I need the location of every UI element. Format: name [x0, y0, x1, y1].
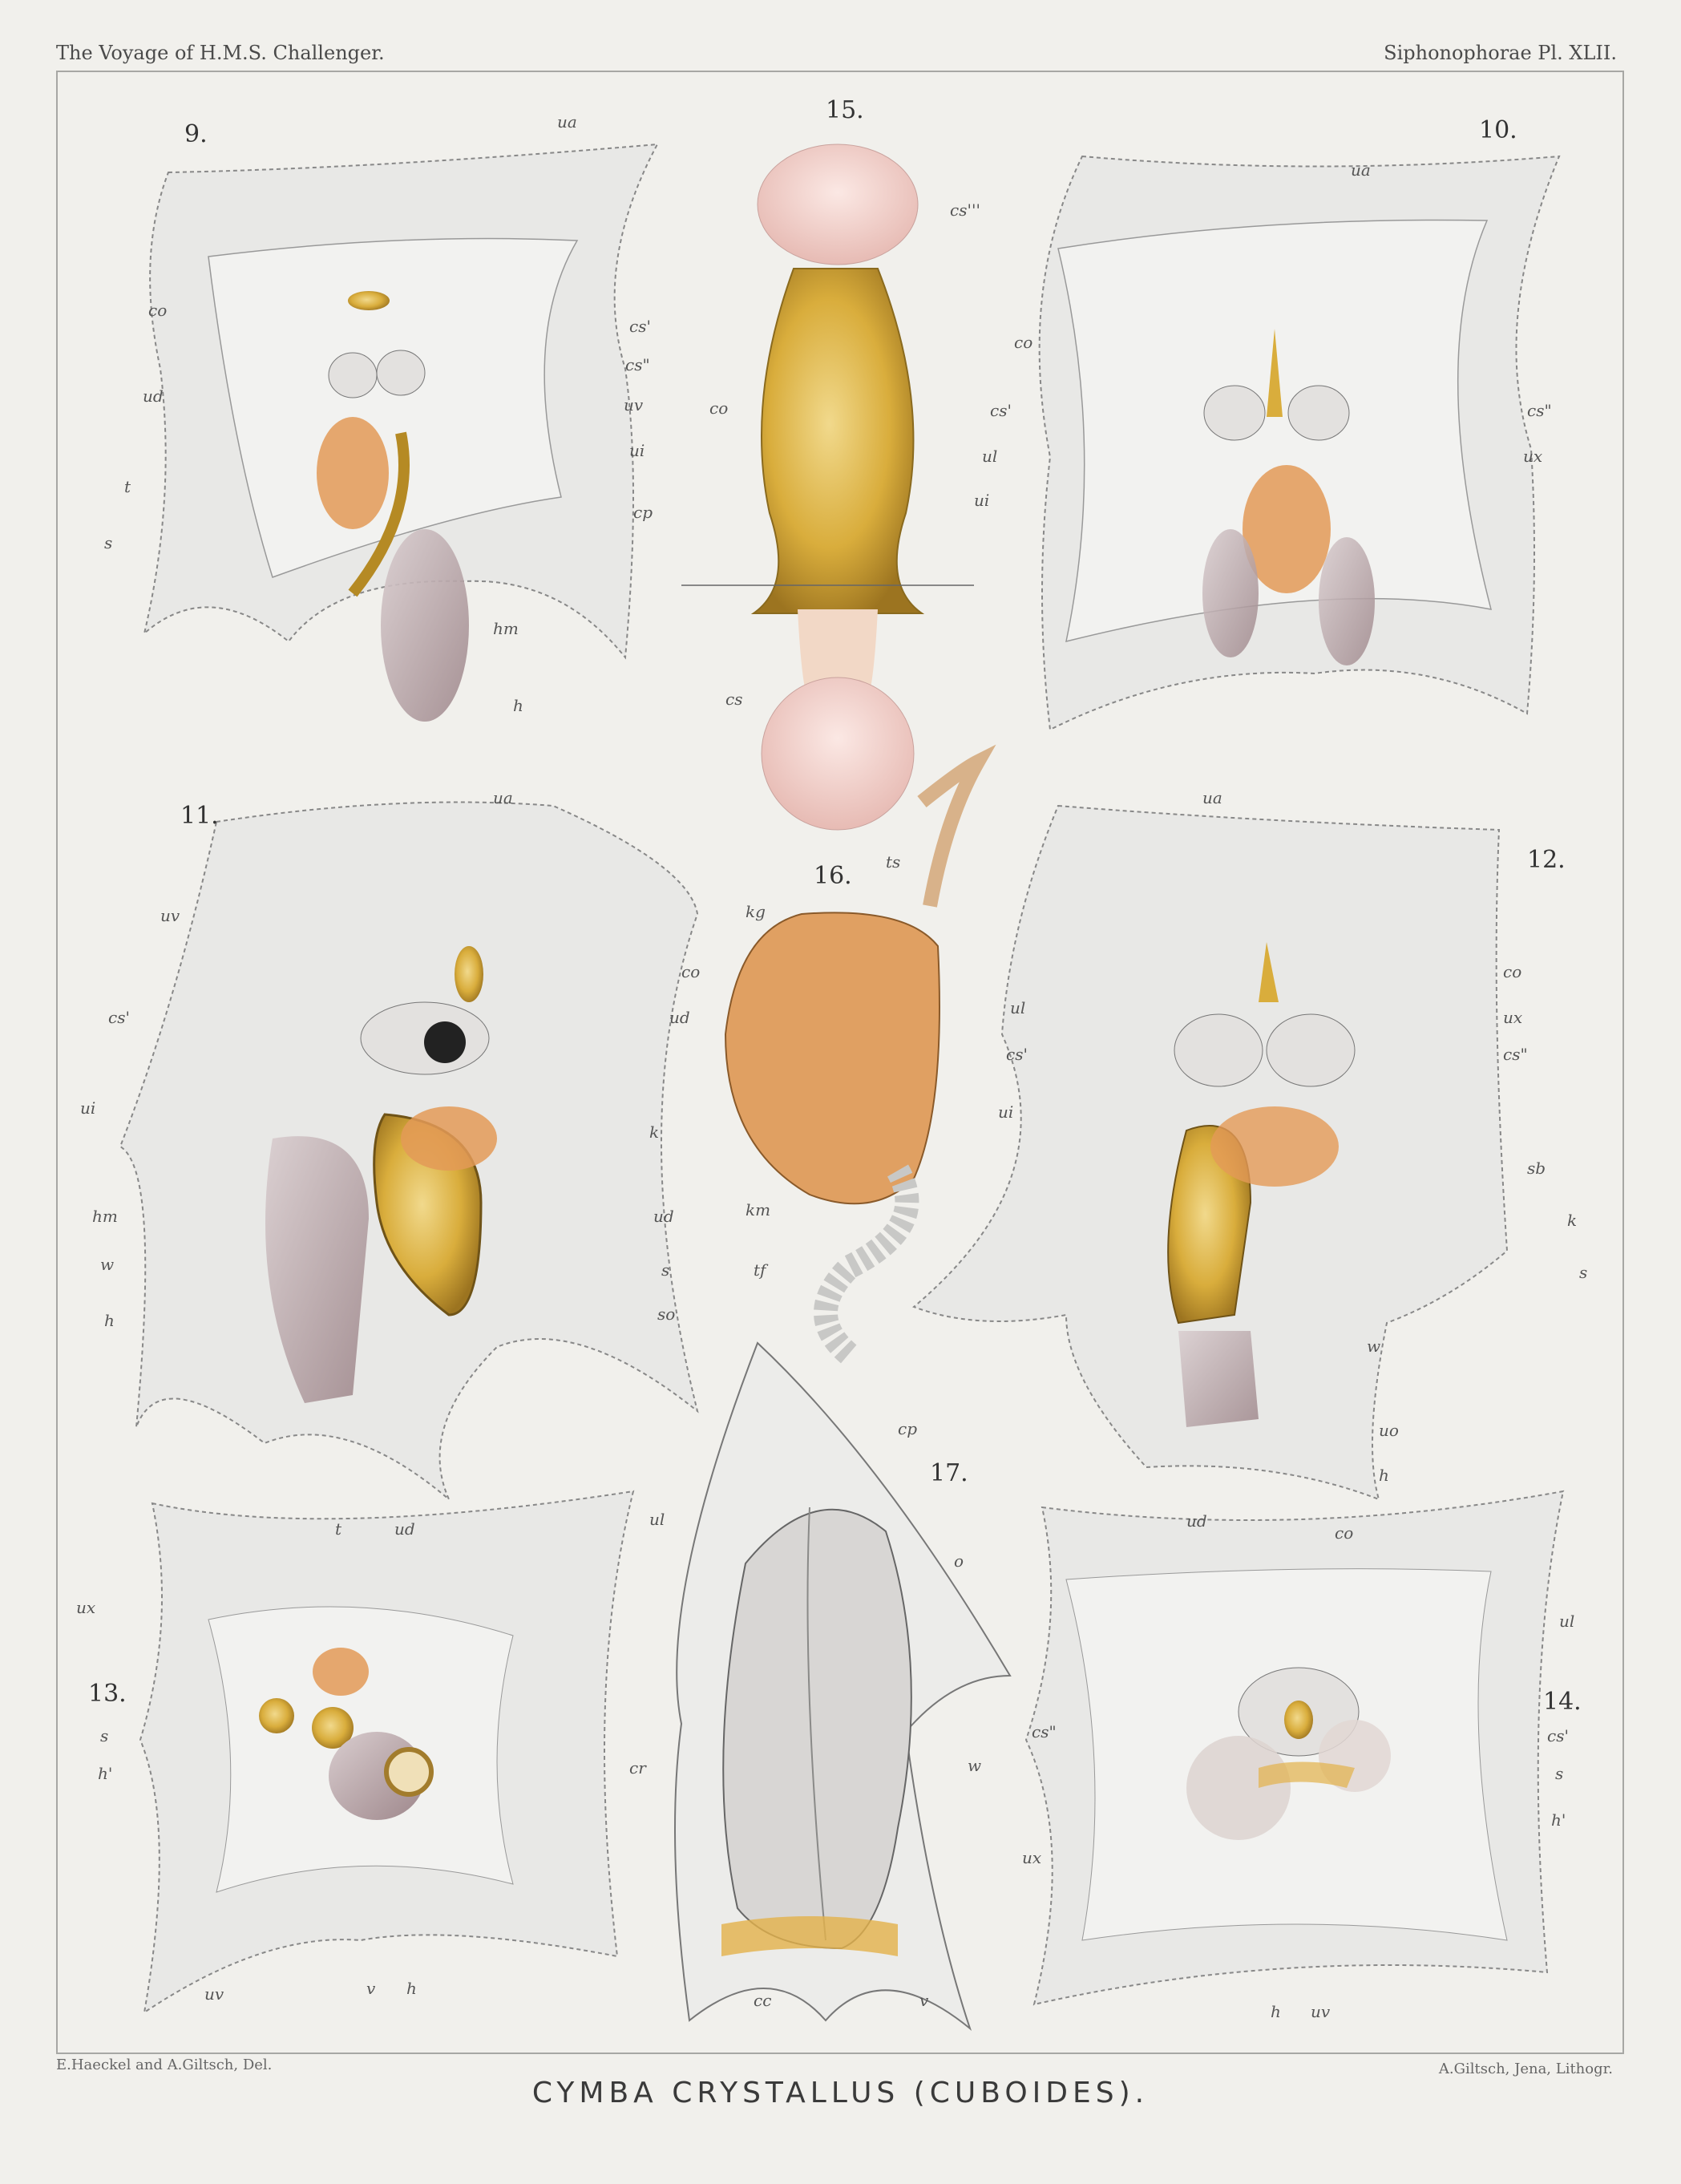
fig14-label-co: co: [1335, 1523, 1354, 1543]
fig11-label-w: w: [100, 1255, 115, 1274]
fig15-label-cs: cs: [725, 690, 743, 709]
fig13-label-ul: ul: [649, 1510, 665, 1529]
fig9-label-ua: ua: [557, 112, 577, 131]
figure-9-number: 9.: [184, 120, 208, 148]
figure-11-number: 11.: [180, 802, 219, 830]
fig17-label-w: w: [968, 1756, 982, 1775]
fig10-label-ui: ui: [974, 491, 990, 510]
figure-14-number: 14.: [1543, 1688, 1582, 1716]
figure-12-bract-left: [1174, 1014, 1263, 1086]
figure-13-drawing: [140, 1491, 633, 2012]
header-left: The Voyage of H.M.S. Challenger.: [56, 42, 385, 64]
fig14-label-ul: ul: [1559, 1612, 1575, 1631]
header-right: Siphonophorae Pl. XLII.: [1384, 42, 1617, 64]
figure-11-oil-globule: [424, 1021, 466, 1063]
fig13-label-s: s: [100, 1726, 109, 1745]
fig9-label-ui: ui: [629, 441, 645, 460]
figure-15-drawing: [681, 144, 974, 830]
figure-9-somatocyst: [348, 291, 390, 310]
fig12-label-sb: sb: [1527, 1159, 1546, 1178]
fig12-label-w: w: [1367, 1337, 1381, 1356]
fig11-label-s: s: [661, 1260, 670, 1280]
figure-10-bract-left: [1204, 386, 1265, 440]
fig10-label-ux: ux: [1523, 447, 1543, 466]
figure-16-stomach: [725, 912, 940, 1203]
figure-10-bract-right: [1288, 386, 1349, 440]
fig12-label-h: h: [1379, 1466, 1389, 1485]
fig9-label-uv: uv: [624, 395, 644, 415]
fig9-label-s: s: [104, 533, 113, 552]
figure-13-number: 13.: [88, 1680, 127, 1708]
fig14-label-s: s: [1555, 1764, 1564, 1783]
figure-15-number: 15.: [826, 96, 864, 124]
fig11-label-co: co: [681, 962, 701, 981]
figure-9-drawing: [144, 144, 657, 722]
fig9-label-cs1: cs': [629, 317, 651, 336]
fig12-label-ux: ux: [1503, 1008, 1523, 1027]
fig16-label-tf: tf: [754, 1260, 766, 1280]
fig17-label-cc: cc: [754, 1991, 772, 2010]
fig14-label-uv: uv: [1311, 2002, 1331, 2021]
fig14-label-h: h: [1271, 2002, 1281, 2021]
fig14-label-ud: ud: [1186, 1511, 1207, 1531]
fig10-label-ua: ua: [1351, 160, 1371, 180]
fig12-label-cs2: cs": [1503, 1045, 1528, 1064]
fig9-label-cp: cp: [633, 503, 653, 522]
fig12-label-uo: uo: [1379, 1421, 1399, 1440]
fig12-label-cs1: cs': [1006, 1045, 1028, 1064]
fig9-label-ud: ud: [143, 386, 164, 406]
fig12-label-co: co: [1503, 962, 1522, 981]
fig13-label-ux: ux: [76, 1598, 96, 1617]
fig11-label-ud2: ud: [653, 1207, 674, 1226]
fig17-label-v: v: [919, 1991, 929, 2010]
fig12-label-k: k: [1567, 1211, 1578, 1230]
figure-9-hydroecium: [381, 529, 469, 722]
fig11-label-hm: hm: [92, 1207, 118, 1226]
fig10-label-co: co: [1014, 333, 1033, 352]
fig17-label-cr: cr: [629, 1758, 646, 1778]
fig9-label-co: co: [148, 301, 168, 320]
fig11-label-ua: ua: [493, 788, 513, 807]
fig10-label-ul: ul: [982, 447, 998, 466]
fig13-label-uv: uv: [204, 1984, 224, 2004]
figure-17-drawing: [675, 1343, 1010, 2028]
figure-9-gonads: [317, 417, 389, 529]
fig12-label-ua: ua: [1202, 788, 1222, 807]
fig9-label-cs2: cs": [625, 355, 650, 374]
fig13-label-h: h: [406, 1979, 417, 1998]
credit-right: A.Giltsch, Jena, Lithogr.: [1438, 2061, 1613, 2077]
figure-15-somatocyst: [754, 269, 922, 613]
fig11-label-ud1: ud: [669, 1008, 690, 1027]
fig10-label-cs1: cs': [990, 401, 1012, 420]
figure-12-bract-right: [1267, 1014, 1355, 1086]
figure-16-number: 16.: [814, 862, 852, 890]
fig9-label-h: h: [513, 696, 523, 715]
fig13-label-v: v: [366, 1979, 376, 1998]
figure-11-drawing: [120, 803, 697, 1500]
fig13-label-h1: h': [98, 1764, 113, 1783]
fig10-label-cs2: cs": [1527, 401, 1552, 420]
figure-9-bract-right: [377, 350, 425, 395]
figure-15-top-cluster: [758, 144, 918, 265]
fig17-label-cp: cp: [898, 1419, 918, 1438]
fig14-label-cs1: cs': [1547, 1726, 1569, 1745]
fig15-label-co: co: [709, 398, 729, 418]
fig14-label-cs2: cs": [1032, 1722, 1057, 1741]
fig11-label-ui: ui: [80, 1098, 96, 1118]
fig16-label-kg: kg: [746, 902, 766, 921]
fig12-label-s: s: [1579, 1263, 1588, 1282]
fig13-label-ud: ud: [394, 1519, 415, 1539]
fig13-label-t: t: [335, 1519, 342, 1539]
figure-17-number: 17.: [930, 1459, 968, 1487]
figure-12-drawing: [914, 806, 1507, 1499]
credit-left: E.Haeckel and A.Giltsch, Del.: [56, 2057, 273, 2073]
figure-10-number: 10.: [1479, 116, 1517, 144]
figure-15-bottom-cluster: [762, 677, 914, 830]
fig11-label-h: h: [104, 1311, 115, 1330]
fig9-label-t: t: [124, 477, 131, 496]
fig11-label-k: k: [649, 1122, 660, 1142]
fig11-label-so: so: [657, 1304, 676, 1324]
fig14-label-h1: h': [1551, 1810, 1566, 1830]
figure-12-number: 12.: [1527, 846, 1566, 874]
fig16-label-ts: ts: [886, 852, 901, 872]
fig11-label-cs1: cs': [108, 1008, 130, 1027]
fig15-label-cs3: cs''': [950, 200, 980, 220]
fig16-label-km: km: [746, 1200, 771, 1219]
fig9-label-hm: hm: [493, 619, 519, 638]
figure-9-bract-left: [329, 353, 377, 398]
figure-10-drawing: [1040, 156, 1559, 730]
figure-17-nectosac: [723, 1510, 911, 1948]
fig14-label-ux: ux: [1022, 1848, 1042, 1867]
fig12-label-ul: ul: [1010, 998, 1026, 1017]
fig11-label-uv: uv: [160, 906, 180, 925]
fig17-label-o: o: [954, 1551, 964, 1571]
figure-14-drawing: [1026, 1491, 1563, 2004]
figure-16-stem: [922, 762, 978, 906]
fig12-label-ui: ui: [998, 1102, 1014, 1122]
plate-title: CYMBA CRYSTALLUS (CUBOIDES).: [531, 2077, 1150, 2109]
